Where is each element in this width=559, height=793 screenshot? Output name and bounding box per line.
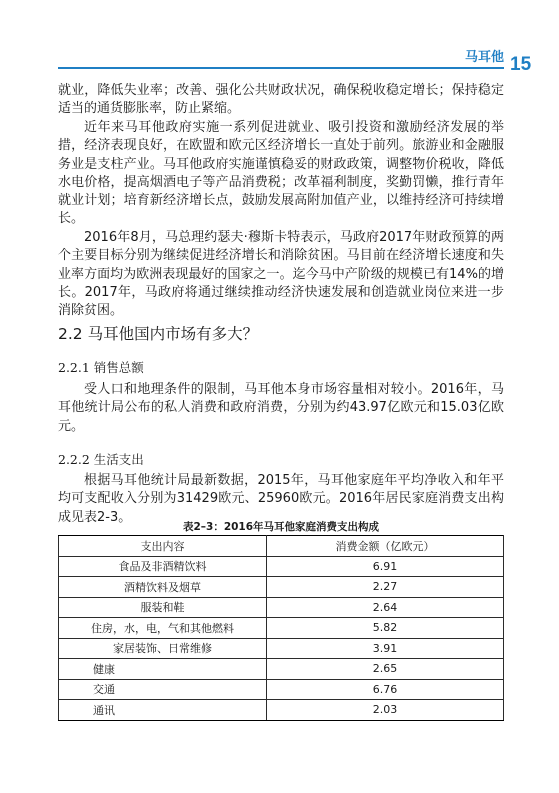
section-heading: 2.2 马耳他国内市场有多大？ bbox=[58, 325, 259, 343]
table-cell-amount: 3.91 bbox=[267, 638, 504, 659]
paragraph-economy: 近年来马耳他政府实施一系列促进就业、吸引投资和激励经济发展的举措，经济表现良好，在欧盟和欧元区经济增长一直处于前列。旅游业和金融服务业是支柱产业。马耳他政府实施谨慎稳妥的财政政策，调整物价税收，降低水电价格，提高烟酒电子等产品消费税；改革福利制度，奖勤罚懒，推行青年就业计划；培育新经济增长点，鼓励发展高附加值产业，以维持经济可持续增长。 bbox=[58, 120, 504, 227]
table-cell-item: 酒精饮料及烟草 bbox=[59, 577, 267, 598]
table-header-cell: 支出内容 bbox=[59, 536, 267, 557]
table-cell-amount: 6.91 bbox=[267, 556, 504, 577]
paragraph-continued: 就业，降低失业率；改善、强化公共财政状况，确保税收稳定增长；保持稳定适当的通货膨胀率，防止紧缩。 bbox=[58, 83, 504, 117]
table-row bbox=[59, 556, 504, 577]
running-header-title: 马耳他 bbox=[464, 50, 504, 65]
page-number: 15 bbox=[510, 54, 532, 75]
table-cell-amount: 2.03 bbox=[267, 700, 504, 721]
table-row bbox=[59, 577, 504, 598]
table-header-row bbox=[59, 536, 504, 557]
table-header-cell: 消费金额（亿欧元） bbox=[267, 536, 504, 557]
table-cell-amount: 5.82 bbox=[267, 618, 504, 639]
table-cell-item: 健康 bbox=[59, 659, 267, 680]
paragraph-sales: 受人口和地理条件的限制，马耳他本身市场容量相对较小。2016年，马耳他统计局公布的私人消费和政府消费，分别为约43.97亿欧元和15.03亿欧元。 bbox=[58, 382, 504, 434]
table-cell-amount: 2.27 bbox=[267, 577, 504, 598]
paragraph-living: 根据马耳他统计局最新数据，2015年，马耳他家庭年平均净收入和年平均可支配收入分别为31429欧元、25960欧元。2016年居民家庭消费支出构成见表2-3。 bbox=[58, 473, 504, 525]
table-row bbox=[59, 638, 504, 659]
table-row bbox=[59, 597, 504, 618]
subsection-heading-living: 2.2.2 生活支出 bbox=[58, 452, 144, 467]
consumption-table bbox=[58, 535, 504, 721]
table-cell-item: 服装和鞋 bbox=[59, 597, 267, 618]
table-row bbox=[59, 679, 504, 700]
table-cell-amount: 2.65 bbox=[267, 659, 504, 680]
table-cell-amount: 6.76 bbox=[267, 679, 504, 700]
table-cell-amount: 2.64 bbox=[267, 597, 504, 618]
table-cell-item: 食品及非酒精饮料 bbox=[59, 556, 267, 577]
table-caption: 表2–3：2016年马耳他家庭消费支出构成 bbox=[182, 521, 380, 533]
table-row bbox=[59, 618, 504, 639]
table-row bbox=[59, 659, 504, 680]
table-cell-item: 住房，水，电，气和其他燃料 bbox=[59, 618, 267, 639]
paragraph-budget: 2016年8月，马总理约瑟夫·穆斯卡特表示，马政府2017年财政预算的两个主要目标分别为继续促进经济增长和消除贫困。马目前在经济增长速度和失业率方面均为欧洲表现最好的国家之一。迄今马中产阶级的规模已有14%的增长。2017年，马政府将通过继续推动经济快速发展和创造就业岗位来进一步消除贫困。 bbox=[58, 230, 504, 319]
table-row bbox=[59, 700, 504, 721]
table-cell-item: 交通 bbox=[59, 679, 267, 700]
table-cell-item: 家居装饰、日常维修 bbox=[59, 638, 267, 659]
subsection-heading-sales: 2.2.1 销售总额 bbox=[58, 360, 144, 375]
header-rule bbox=[58, 67, 504, 69]
table-cell-item: 通讯 bbox=[59, 700, 267, 721]
